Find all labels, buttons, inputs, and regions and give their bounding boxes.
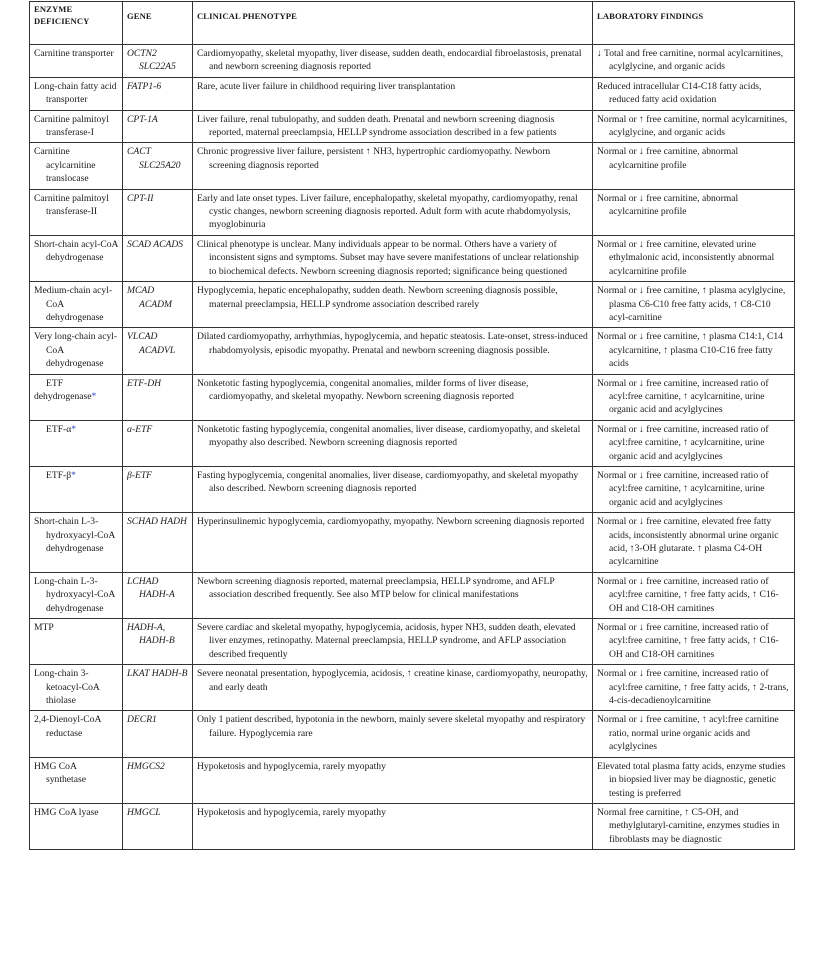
deficiency-cell (30, 77, 123, 110)
gene-cell (123, 235, 193, 281)
phenotype-cell-text: Hypoglycemia, hepatic encephalopathy, sudden death. Newborn screening diagnosis possible, maternal preeclampsia, HELLP syndrome association described rarely (197, 285, 558, 310)
gene-cell (123, 189, 193, 235)
table-row (30, 45, 795, 78)
table-row (30, 466, 795, 512)
lab-cell (593, 757, 795, 803)
deficiency-cell-text: HMG CoA synthetase (34, 760, 86, 786)
table-row (30, 420, 795, 466)
header-clinical-phenotype: CLINICAL PHENOTYPE (193, 2, 593, 45)
gene-cell-text: LKAT HADH-B (127, 668, 188, 680)
table-row (30, 143, 795, 189)
gene-cell-text: LCHAD HADH-A (127, 575, 175, 601)
table-row (30, 711, 795, 757)
gene-cell-text: DECR1 (127, 714, 157, 726)
phenotype-cell (193, 665, 593, 711)
lab-cell-text: Normal free carnitine, ↑ C5-OH, and methylglutaryl-carnitine, enzymes studies in fibroblasts may be diagnostic (597, 806, 780, 845)
table-body (30, 45, 795, 850)
enzyme-deficiency-table (29, 1, 795, 850)
deficiency-cell (30, 572, 123, 618)
gene-cell-text: ETF-DH (127, 377, 162, 389)
table-row (30, 328, 795, 374)
deficiency-cell (30, 757, 123, 803)
deficiency-cell-text: ETF-β (46, 469, 72, 481)
lab-cell (593, 803, 795, 849)
gene-cell-text: SCHAD HADH (127, 516, 187, 528)
table-row (30, 235, 795, 281)
gene-cell-text: OCTN2 SLC22A5 (127, 48, 176, 73)
lab-cell (593, 110, 795, 143)
lab-cell-text: Normal or ↓ free carnitine, increased ratio of acyl:free carnitine, ↑ free fatty acids, ↑ C16-OH and C18-OH carnitines (597, 575, 779, 614)
phenotype-cell-text: Hyperinsulinemic hypoglycemia, cardiomyopathy, myopathy. Newborn screening diagnosis reported (197, 516, 585, 528)
phenotype-cell-text: Chronic progressive liver failure, persistent ↑ NH3, hypertrophic cardiomyopathy. Newborn screening diagnosis reported (197, 146, 551, 171)
lab-cell-text: ↓ Total and free carnitine, normal acylcarnitines, acylglycine, and organic acids (597, 48, 784, 73)
phenotype-cell (193, 757, 593, 803)
table-row (30, 189, 795, 235)
phenotype-cell (193, 328, 593, 374)
lab-cell (593, 143, 795, 189)
lab-cell-text: Normal or ↓ free carnitine, elevated urine ethylmalonic acid, inconsistently abnormal acylcarnitine profile (597, 238, 775, 277)
gene-cell (123, 143, 193, 189)
deficiency-cell-text: Medium-chain acyl-CoA dehydrogenase (34, 285, 113, 323)
deficiency-cell-text: 2,4-Dienoyl-CoA reductase (34, 714, 101, 739)
table-row (30, 282, 795, 328)
lab-cell-text: Normal or ↓ free carnitine, elevated free fatty acids, inconsistently abnormal urine organic acid, ↑3-OH glutarate. ↑ plasma C4-OH acylcarnitine (597, 516, 779, 568)
lab-cell-text: Normal or ↓ free carnitine, increased ratio of acyl:free carnitine, ↑ acylcarnitine, urine organic acid and acylglycines (597, 469, 769, 508)
lab-cell-text: Normal or ↓ free carnitine, increased ratio of acyl:free carnitine, ↑ free fatty acids, ↑ 2-trans, 4-cis-decadienoylcarnitine (597, 668, 789, 707)
deficiency-cell-text: Carnitine acylcarnitine translocase (34, 146, 96, 185)
gene-cell (123, 466, 193, 512)
phenotype-cell-text: Early and late onset types. Liver failure, encephalopathy, skeletal myopathy, cardiomyopathy, renal cystic changes, newborn screening diagnosis reported. Adult form with acute rhabdomyolysis, myoglobinuria (197, 192, 578, 231)
table-row (30, 374, 795, 420)
deficiency-cell-text: Long-chain L-3-hydroxyacyl-CoA dehydrogenase (34, 575, 115, 614)
lab-cell-text: Normal or ↓ free carnitine, ↑ acyl:free carnitine ratio, normal urine organic acids and acylglycines (597, 714, 779, 753)
deficiency-cell (30, 282, 123, 328)
gene-cell (123, 711, 193, 757)
deficiency-cell-text: Long-chain 3-ketoacyl-CoA thiolase (34, 668, 100, 707)
gene-cell (123, 328, 193, 374)
lab-cell (593, 420, 795, 466)
header-laboratory-findings: LABORATORY FINDINGS (593, 2, 795, 45)
phenotype-cell (193, 45, 593, 78)
gene-cell-text: HADH-A, HADH-B (127, 622, 175, 647)
table-header-row (30, 2, 795, 45)
deficiency-cell (30, 711, 123, 757)
gene-cell (123, 282, 193, 328)
gene-cell-text: FATP1-6 (127, 80, 162, 92)
phenotype-cell (193, 711, 593, 757)
deficiency-cell-text: MTP (34, 622, 54, 634)
table-row (30, 665, 795, 711)
footnote-marker: * (71, 469, 76, 481)
gene-cell-text: SCAD ACADS (127, 238, 184, 250)
phenotype-cell (193, 572, 593, 618)
deficiency-cell (30, 374, 123, 420)
table-row (30, 803, 795, 849)
gene-cell-text: VLCAD ACADVL (127, 331, 176, 356)
gene-cell (123, 374, 193, 420)
deficiency-cell-text: Very long-chain acyl-CoA dehydrogenase (34, 331, 118, 370)
lab-cell-text: Normal or ↓ free carnitine, ↑ plasma C14:1, C14 acylcarnitine, ↑ plasma C10-C16 free fatty acids (597, 331, 783, 370)
lab-cell-text: Normal or ↓ free carnitine, increased ratio of acyl:free carnitine, ↑ acylcarnitine, urine organic acid and acylglycines (597, 423, 769, 462)
gene-cell-text: CPT-1A (127, 113, 158, 125)
deficiency-cell-text: Short-chain acyl-CoA dehydrogenase (34, 238, 118, 264)
deficiency-cell (30, 235, 123, 281)
gene-cell (123, 665, 193, 711)
lab-cell (593, 513, 795, 573)
gene-cell (123, 420, 193, 466)
phenotype-cell-text: Cardiomyopathy, skeletal myopathy, liver disease, sudden death, endocardial fibroelastosis, prenatal and newborn screening diagnosis reported (197, 48, 582, 73)
lab-cell-text: Elevated total plasma fatty acids, enzyme studies in biopsied liver may be diagnostic, genetic testing is preferred (597, 760, 786, 799)
table-row (30, 619, 795, 665)
gene-cell-text: HMGCS2 (127, 760, 165, 772)
deficiency-cell (30, 619, 123, 665)
phenotype-cell-text: Newborn screening diagnosis reported, maternal preeclampsia, HELLP syndrome, and AFLP association described frequently. See also MTP below for clinical manifestations (197, 575, 555, 601)
gene-cell (123, 110, 193, 143)
table-row (30, 77, 795, 110)
lab-cell (593, 665, 795, 711)
gene-cell (123, 619, 193, 665)
deficiency-cell-text: HMG CoA lyase (34, 806, 99, 818)
deficiency-cell-text: Carnitine transporter (34, 48, 114, 59)
deficiency-cell-text: ETF-α (46, 423, 72, 435)
phenotype-cell (193, 143, 593, 189)
lab-cell (593, 711, 795, 757)
phenotype-cell (193, 420, 593, 466)
gene-cell-text: CACT SLC25A20 (127, 146, 181, 171)
deficiency-cell (30, 45, 123, 78)
deficiency-cell-text: Short-chain L-3-hydroxyacyl-CoA dehydrogenase (34, 516, 115, 554)
phenotype-cell-text: Liver failure, renal tubulopathy, and sudden death. Prenatal and newborn screening diagnosis reported, maternal preeclampsia, HELLP syndrome association described in a few patients (197, 113, 557, 139)
phenotype-cell (193, 803, 593, 849)
phenotype-cell (193, 77, 593, 110)
lab-cell-text: Normal or ↓ free carnitine, abnormal acylcarnitine profile (597, 146, 739, 171)
phenotype-cell (193, 110, 593, 143)
lab-cell (593, 619, 795, 665)
gene-cell (123, 45, 193, 78)
gene-cell-text: α-ETF (127, 423, 153, 435)
lab-cell (593, 77, 795, 110)
gene-cell (123, 513, 193, 573)
phenotype-cell-text: Dilated cardiomyopathy, arrhythmias, hypoglycemia, and hepatic steatosis. Late-onset, stress-induced rhabdomyolysis, episodic myopathy. Prenatal and newborn screening diagnosis possible. (197, 331, 588, 356)
phenotype-cell-text: Hypoketosis and hypoglycemia, rarely myopathy (197, 760, 386, 772)
gene-cell (123, 77, 193, 110)
lab-cell (593, 374, 795, 420)
deficiency-cell-text: ETF dehydrogenase (34, 377, 92, 402)
deficiency-cell (30, 665, 123, 711)
table-row (30, 513, 795, 573)
phenotype-cell (193, 619, 593, 665)
deficiency-cell (30, 189, 123, 235)
lab-cell (593, 189, 795, 235)
header-enzyme-deficiency: ENZYME DEFICIENCY (30, 2, 123, 45)
lab-cell (593, 572, 795, 618)
lab-cell-text: Normal or ↓ free carnitine, ↑ plasma acylglycine, plasma C6-C10 free fatty acids, ↑ C8-C10 acyl-carnitine (597, 285, 786, 323)
lab-cell (593, 282, 795, 328)
header-gene: GENE (123, 2, 193, 45)
deficiency-cell (30, 110, 123, 143)
lab-cell-text: Normal or ↑ free carnitine, normal acylcarnitines, acylglycine, and organic acids (597, 113, 788, 139)
phenotype-cell (193, 235, 593, 281)
deficiency-cell (30, 803, 123, 849)
lab-cell-text: Reduced intracellular C14-C18 fatty acids, reduced fatty acid oxidation (597, 80, 762, 106)
lab-cell-text: Normal or ↓ free carnitine, increased ratio of acyl:free carnitine, ↑ acylcarnitine, urine organic acid and acylglycines (597, 377, 769, 416)
footnote-marker: * (91, 390, 97, 402)
deficiency-cell (30, 328, 123, 374)
gene-cell-text: MCAD ACADM (127, 285, 173, 310)
phenotype-cell (193, 513, 593, 573)
deficiency-cell-text: Carnitine palmitoyl transferase-II (34, 192, 109, 218)
gene-cell-text: β-ETF (127, 469, 153, 481)
lab-cell (593, 466, 795, 512)
deficiency-cell (30, 420, 123, 466)
gene-cell-text: HMGCL (127, 806, 161, 818)
phenotype-cell (193, 374, 593, 420)
phenotype-cell-text: Severe cardiac and skeletal myopathy, hypoglycemia, acidosis, hyper NH3, sudden death, elevated liver enzymes, retinopathy. Maternal preeclampsia, HELLP syndrome, and AFLP association described frequently (197, 622, 576, 660)
phenotype-cell-text: Fasting hypoglycemia, congenital anomalies, liver disease, cardiomyopathy, and skeletal myopathy also described. Newborn screening diagnosis reported (197, 469, 579, 495)
lab-cell (593, 235, 795, 281)
footnote-marker: * (71, 423, 77, 435)
gene-cell (123, 572, 193, 618)
phenotype-cell (193, 466, 593, 512)
deficiency-cell (30, 143, 123, 189)
lab-cell-text: Normal or ↓ free carnitine, increased ratio of acyl:free carnitine, ↑ free fatty acids, ↑ C16-OH and C18-OH carnitines (597, 622, 779, 660)
lab-cell (593, 45, 795, 78)
phenotype-cell (193, 282, 593, 328)
gene-cell-text: CPT-II (127, 192, 154, 204)
phenotype-cell-text: Nonketotic fasting hypoglycemia, congenital anomalies, milder forms of liver disease, cardiomyopathy, and skeletal myopathy. Newborn screening diagnosis reported (197, 377, 529, 402)
phenotype-cell-text: Hypoketosis and hypoglycemia, rarely myopathy (197, 806, 386, 818)
table-row (30, 572, 795, 618)
deficiency-cell (30, 466, 123, 512)
gene-cell (123, 757, 193, 803)
lab-cell-text: Normal or ↓ free carnitine, abnormal acylcarnitine profile (597, 192, 739, 218)
lab-cell (593, 328, 795, 374)
deficiency-cell-text: Long-chain fatty acid transporter (34, 80, 117, 106)
phenotype-cell-text: Severe neonatal presentation, hypoglycemia, acidosis, ↑ creatine kinase, cardiomyopathy, neuropathy, and early death (197, 668, 588, 693)
phenotype-cell-text: Only 1 patient described, hypotonia in the newborn, mainly severe skeletal myopathy and respiratory failure. Hypoglycemia rare (197, 714, 586, 739)
deficiency-cell-text: Carnitine palmitoyl transferase-I (34, 113, 109, 139)
phenotype-cell-text: Rare, acute liver failure in childhood requiring liver transplantation (197, 80, 456, 92)
phenotype-cell (193, 189, 593, 235)
table-row (30, 110, 795, 143)
gene-cell (123, 803, 193, 849)
table-row (30, 757, 795, 803)
phenotype-cell-text: Clinical phenotype is unclear. Many individuals appear to be normal. Others have a variety of inconsistent signs and symptoms. Subset may have severe manifestations of unclear relationship to biochemical defects. Newborn screening diagnosis reported; significance being questioned (197, 238, 579, 277)
deficiency-cell (30, 513, 123, 573)
phenotype-cell-text: Nonketotic fasting hypoglycemia, congenital anomalies, liver disease, cardiomyopathy, and skeletal myopathy also described. Newborn screening diagnosis reported (197, 423, 581, 449)
